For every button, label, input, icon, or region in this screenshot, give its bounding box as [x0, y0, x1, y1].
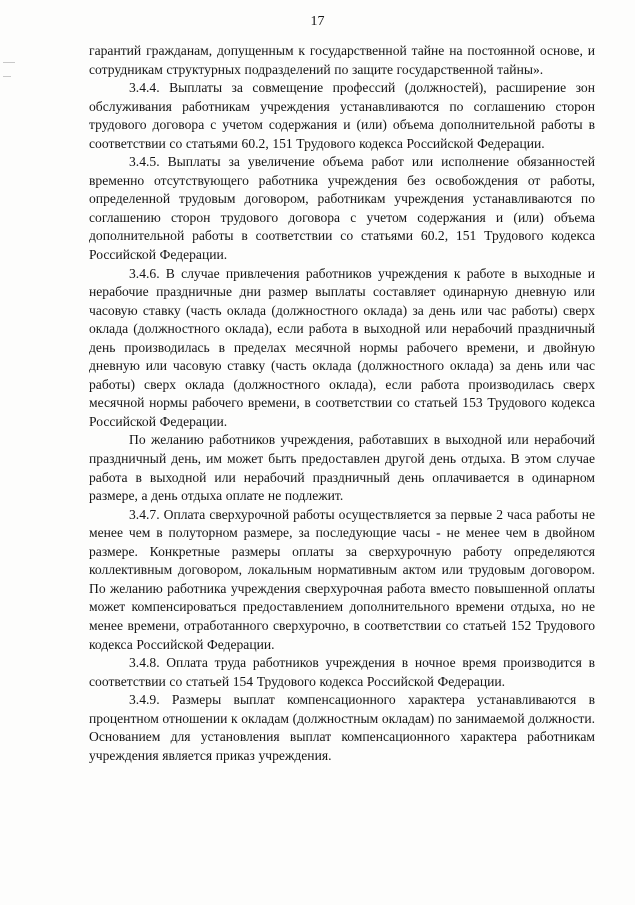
paragraph-3-4-6: 3.4.6. В случае привлечения работников учреждения к работе в выходные и нерабочие праздничные дни размер выплаты составляет одинарную дневную или часовую ставку (часть оклада (должностного оклада) за день или час работы) сверх оклада (должностного оклада), если работа в выходной или нерабочий праздничный день производилась в пределах месячной нормы рабочего времени, и двойную дневную или часовую ставку (часть оклада (должностного оклада) за день или час работы) сверх оклада (должностного оклада), если работа производилась сверх месячной нормы рабочего времени, в соответствии со статьей 153 Трудового кодекса Российской Федерации. [89, 265, 595, 429]
document-body [89, 42, 595, 765]
paragraph-3-4-7: 3.4.7. Оплата сверхурочной работы осуществляется за первые 2 часа работы не менее чем в полуторном размере, за последующие часы - не менее чем в двойном размере. Конкретные размеры оплаты за сверхурочную работу определяются коллективным договором, локальным нормативным актом или трудовым договором. По желанию работника учреждения сверхурочная работа вместо повышенной оплаты может компенсироваться предоставлением дополнительного времени отдыха, но не менее времени, отработанного сверхурочно, в соответствии со статьей 152 Трудового кодекса Российской Федерации. [89, 506, 595, 652]
paragraph-3-4-5: 3.4.5. Выплаты за увеличение объема работ или исполнение обязанностей временно отсутствующего работника учреждения без освобождения от работы, определенной трудовым договором, работникам учреждения устанавливаются по соглашению сторон трудового договора с учетом содержания и (или) объема дополнительной работы в соответствии со статьями 60.2, 151 Трудового кодекса Российской Федерации. [89, 154, 595, 263]
page-number: 17 [310, 14, 325, 29]
scan-margin-mark [3, 62, 15, 63]
paragraph-3-4-4: 3.4.4. Выплаты за совмещение профессий (должностей), расширение зон обслуживания работникам учреждения устанавливаются по соглашению сторон трудового договора с учетом содержания и (или) объема дополнительной работы в соответствии со статьями 60.2, 151 Трудового кодекса Российской Федерации. [89, 80, 595, 151]
paragraph-continuation: гарантий гражданам, допущенным к государственной тайне на постоянной основе, и сотрудникам структурных подразделений по защите государственной тайны». [89, 43, 595, 77]
paragraph-day-off-option: По желанию работников учреждения, работавших в выходной или нерабочий праздничный день, им может быть предоставлен другой день отдыха. В этом случае работа в выходной или нерабочий праздничный день оплачивается в одинарном размере, а день отдыха оплате не подлежит. [89, 432, 595, 504]
paragraph-3-4-9: 3.4.9. Размеры выплат компенсационного характера устанавливаются в процентном отношении к окладам (должностным окладам) по занимаемой должности. Основанием для установления выплат компенсационного характера работникам учреждения является приказ учреждения. [89, 692, 595, 763]
paragraph-3-4-8: 3.4.8. Оплата труда работников учреждения в ночное время производится в соответствии со статьей 154 Трудового кодекса Российской Федерации. [89, 655, 595, 689]
scan-margin-mark [3, 76, 11, 77]
